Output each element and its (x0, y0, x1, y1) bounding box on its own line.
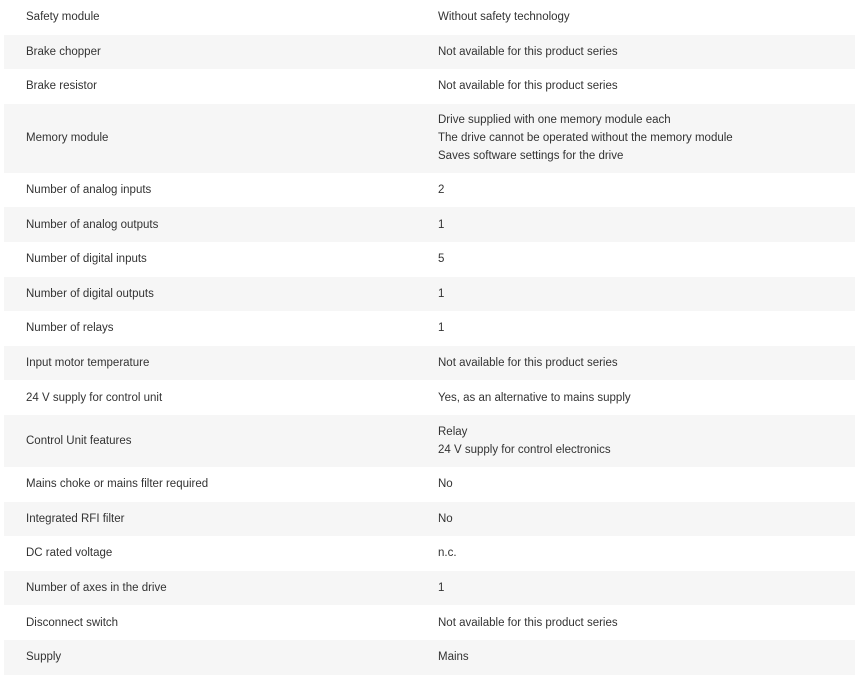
spec-label: Number of digital inputs (26, 253, 147, 266)
spec-value-line: 1 (438, 582, 445, 595)
spec-value-line: The drive cannot be operated without the memory module (438, 132, 733, 145)
spec-value (426, 640, 855, 675)
table-row (4, 536, 855, 571)
spec-value (426, 207, 855, 242)
table-row (4, 242, 855, 277)
spec-value (426, 242, 855, 277)
spec-label: DC rated voltage (26, 547, 113, 560)
table-row (4, 502, 855, 537)
table-row (4, 104, 855, 173)
spec-value (426, 571, 855, 606)
spec-value (426, 415, 855, 467)
table-row (4, 277, 855, 312)
spec-value (426, 536, 855, 571)
spec-value-line: 24 V supply for control electronics (438, 443, 611, 456)
spec-label: Disconnect switch (26, 616, 119, 629)
spec-value (426, 502, 855, 537)
spec-value-line: 1 (438, 322, 445, 335)
spec-value-line: 2 (438, 184, 445, 197)
table-row (4, 311, 855, 346)
spec-value (426, 104, 855, 173)
spec-label: Supply (26, 651, 62, 664)
table-row (4, 207, 855, 242)
spec-label: Memory module (26, 132, 109, 145)
spec-table (4, 0, 855, 675)
spec-value-line: Not available for this product series (438, 80, 618, 93)
spec-value-line: Not available for this product series (438, 45, 618, 58)
spec-value-line: No (438, 512, 453, 525)
spec-value-line: Not available for this product series (438, 616, 618, 629)
table-row (4, 346, 855, 381)
spec-value-line: 1 (438, 287, 445, 300)
spec-value-line: Not available for this product series (438, 357, 618, 370)
table-row (4, 605, 855, 640)
spec-value-line: Relay (438, 425, 468, 438)
spec-value-line: Without safety technology (438, 11, 570, 24)
table-row (4, 0, 855, 35)
spec-label: Number of analog inputs (26, 184, 152, 197)
spec-label: Number of axes in the drive (26, 582, 167, 595)
spec-label: Control Unit features (26, 434, 132, 447)
spec-value (426, 0, 855, 35)
spec-label: Number of analog outputs (26, 218, 159, 231)
table-row (4, 467, 855, 502)
spec-value (426, 380, 855, 415)
spec-value-line: Mains (438, 651, 469, 664)
table-row (4, 380, 855, 415)
spec-value-line: 5 (438, 253, 445, 266)
spec-label: Number of relays (26, 322, 114, 335)
spec-value (426, 35, 855, 70)
table-row (4, 571, 855, 606)
spec-value (426, 605, 855, 640)
spec-value-line: Saves software settings for the drive (438, 150, 624, 163)
spec-label: Brake chopper (26, 45, 101, 58)
spec-value-line: No (438, 478, 453, 491)
table-row (4, 173, 855, 208)
spec-label: Integrated RFI filter (26, 512, 125, 525)
table-row (4, 640, 855, 675)
spec-value (426, 311, 855, 346)
spec-label: Brake resistor (26, 80, 97, 93)
spec-value (426, 277, 855, 312)
table-row (4, 415, 855, 467)
spec-value-line: 1 (438, 218, 445, 231)
table-row (4, 35, 855, 70)
spec-label: Input motor temperature (26, 357, 150, 370)
spec-label: Number of digital outputs (26, 287, 154, 300)
spec-value (426, 467, 855, 502)
spec-value (426, 173, 855, 208)
spec-value (426, 346, 855, 381)
spec-label: 24 V supply for control unit (26, 391, 163, 404)
spec-value-line: Yes, as an alternative to mains supply (438, 391, 631, 404)
spec-label: Mains choke or mains filter required (26, 478, 209, 491)
spec-value-line: Drive supplied with one memory module each (438, 114, 671, 127)
spec-label: Safety module (26, 11, 100, 24)
table-row (4, 69, 855, 104)
spec-value (426, 69, 855, 104)
spec-value-line: n.c. (438, 547, 457, 560)
